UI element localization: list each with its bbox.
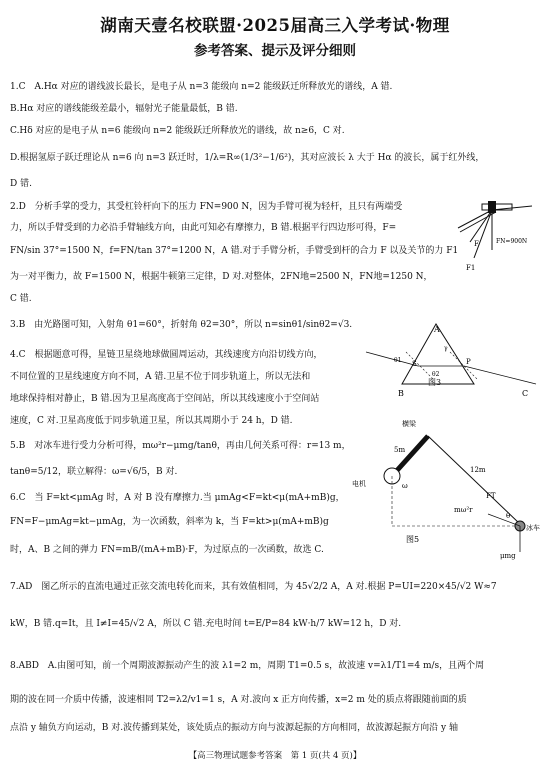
vertex-label-c: C bbox=[522, 389, 529, 398]
answer-line: 点沿 y 轴负方向运动，B 对.波传播到某处，该处质点的振动方向与波源起振的方向相同，故波源起振方向沿 y 轴 bbox=[10, 723, 458, 733]
vertex-label-b: B bbox=[398, 389, 404, 398]
beam-label: 横梁 bbox=[402, 420, 416, 428]
answer-line: 2.D 分析手掌的受力，其受杠铃杆向下的压力 FN=900 N，因为手臂可视为轻杆，且只有两端受 bbox=[10, 202, 403, 212]
answer-line: FN/sin 37°=1500 N，f=FN/tan 37°=1200 N，A 错.对于手臂分析，手臂受到杆的合力 F 以及关节的力 F1 bbox=[10, 246, 459, 256]
answer-line: 4.C 根据题意可得，星链卫星绕地球做圆周运动，其线速度方向沿切线方向， bbox=[10, 350, 323, 360]
theta-label: θ bbox=[506, 512, 511, 520]
page-subtitle: 参考答案、提示及评分细则 bbox=[194, 43, 356, 59]
answer-line: 1.C A.Hα 对应的谱线波长最长，是电子从 n=3 能级向 n=2 能级跃迁所释放光的谱线，A 错. bbox=[10, 82, 393, 92]
answer-line: 7.AD 图乙所示的直流电通过正弦交流电转化而来，其有效值相同，为 45√2/2 A，A 对.根据 P=UI=220×45/√2 W≈7 bbox=[10, 582, 497, 592]
point-label-p: P bbox=[466, 358, 471, 366]
answer-line: B.Hα 对应的谱线能级差最小，辐射光子能量最低，B 错. bbox=[10, 104, 238, 114]
answer-line: 8.ABD A.由图可知，前一个周期波源振动产生的波 λ1=2 m，周期 T1=0.5 s，故波速 v=λ1/T1=4 m/s，且两个周 bbox=[10, 661, 485, 671]
omega-label: ω bbox=[402, 482, 408, 490]
figure-caption: 图3 bbox=[428, 378, 442, 387]
page-title: 湖南天壹名校联盟·2025届高三入学考试·物理 bbox=[100, 16, 450, 35]
ice-car-diagram bbox=[352, 418, 542, 560]
answer-line: 力，所以手臂受到的力必沿手臂轴线方向，由此可知必有摩擦力，B 错.根据平行四边形可得，F= bbox=[10, 223, 397, 233]
ice-car-label: 冰车 bbox=[526, 524, 540, 532]
answer-line: 6.C 当 F=kt<μmAg 时，A 对 B 没有摩擦力.当 μmAg<F=kt<μ(mA+mB)g， bbox=[10, 493, 345, 503]
answer-line: 不同位置的卫星线速度方向不同，A 错.卫星不位于同步轨道上，所以无法和 bbox=[10, 372, 311, 382]
friction-label: μmg bbox=[500, 552, 516, 560]
force-label-fn: FN=900N bbox=[496, 238, 528, 245]
answer-line: 3.B 由光路图可知，入射角 θ1=60°，折射角 θ2=30°，所以 n=sinθ1/sinθ2=√3. bbox=[10, 320, 353, 330]
page-footer: 【高三物理试题参考答案 第 1 页(共 4 页)】 bbox=[188, 751, 362, 761]
answer-line: 速度，C 对.卫星高度低于同步轨道卫星，所以其周期小于 24 h，D 错. bbox=[10, 416, 293, 426]
answer-line: D.根据氢原子跃迁理论从 n=6 向 n=3 跃迁时，1/λ=R∞(1/3²−1/6²)，其对应波长 λ 大于 Hα 的波长，属于红外线， bbox=[10, 153, 485, 163]
arm-force-diagram bbox=[452, 198, 544, 280]
prism-diagram bbox=[346, 322, 546, 398]
answer-line: kW，B 错.q=It，且 I≠I=45/√2 A，所以 C 错.充电时间 t=E/P=84 kW·h/7 kW=12 h，D 对. bbox=[10, 619, 402, 629]
angle-label-theta1: θ1 bbox=[394, 357, 402, 364]
centripetal-label: mω²r bbox=[454, 506, 473, 514]
motor-label: 电机 bbox=[352, 480, 366, 488]
figure-caption: 图5 bbox=[406, 535, 420, 544]
answer-line: tanθ=5/12，联立解得：ω=√6/5，B 对. bbox=[10, 467, 178, 477]
vertex-label-a: A bbox=[434, 325, 440, 334]
tension-label: FT bbox=[486, 492, 496, 500]
angle-label-theta2: θ2 bbox=[432, 371, 440, 378]
point-label-s: S bbox=[412, 360, 417, 368]
answer-line: D 错. bbox=[10, 179, 32, 189]
rope-length-label: 12m bbox=[470, 466, 486, 474]
beam-length-label: 5m bbox=[394, 446, 406, 454]
answer-line: 期的波在同一介质中传播，波速相同 T2=λ2/v1=1 s，A 对.波向 x 正方向传播，x=2 m 处的质点将跟随前面的质 bbox=[10, 695, 467, 705]
answer-line: 5.B 对冰车进行受力分析可得，mω²r−μmg/tanθ，再由几何关系可得：r=13 m， bbox=[10, 441, 351, 451]
answer-line: 为一对平衡力，故 F=1500 N，根据牛顿第三定律，D 对.对整体，2FN地=2500 N，FN地=1250 N， bbox=[10, 272, 433, 282]
answer-line: 时，A、B 之间的弹力 FN=mB/(mA+mB)·F，为过原点的一次函数，故选 C. bbox=[10, 545, 324, 555]
answer-line: 地球保持相对静止，B 错.因为卫星高度高于空间站，所以其线速度小于空间站 bbox=[10, 394, 320, 404]
answer-line: FN=F−μmAg=kt−μmAg，为一次函数，斜率为 k，当 F=kt>μ(mA+mB)g bbox=[10, 517, 329, 527]
answer-line: C.Hδ 对应的是电子从 n=6 能级向 n=2 能级跃迁所释放光的谱线，故 n≥6，C 对. bbox=[10, 126, 345, 136]
force-label-f1: F1 bbox=[466, 264, 476, 272]
answer-line: C 错. bbox=[10, 294, 32, 304]
angle-label-gamma: γ bbox=[444, 345, 448, 352]
force-label-f: F bbox=[474, 240, 479, 248]
